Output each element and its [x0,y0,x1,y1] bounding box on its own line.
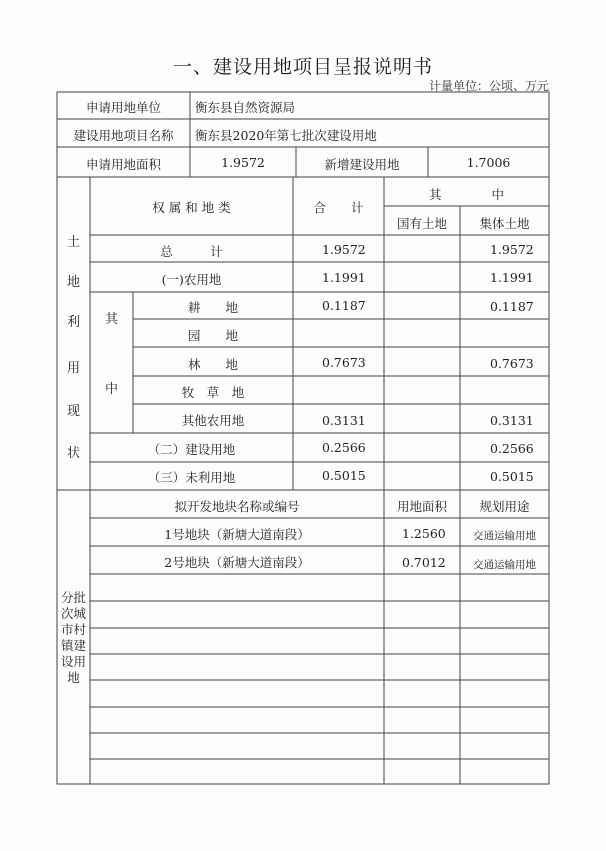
side-chars: 次城 [60,606,86,621]
row-label: （二）建设用地 [147,442,236,457]
col-plot-name: 拟开发地块名称或编号 [174,499,300,514]
project-value: 衡东县2020年第七批次建设用地 [195,128,377,143]
row-label: 林 地 [187,357,238,372]
row-label: （三）未利用地 [147,470,236,485]
col-land-type: 权 属 和 地 类 [152,200,231,215]
row-label: (一)农用地 [161,272,222,287]
side-char: 利 [66,315,80,330]
row-collective: 0.2566 [490,441,534,456]
side-chars: 分批 [60,590,86,605]
plot-name: 1号地块（新塘大道南段） [164,527,310,542]
row-label: 园 地 [187,328,238,343]
row-label: 耕 地 [187,300,238,315]
unit-note: 计量单位：公顷、万元 [428,79,549,93]
side-chars: 镇建 [60,638,86,653]
document-title: 一、建设用地项目呈报说明书 [172,56,433,78]
side-chars: 设用 [60,654,86,669]
row-label: 牧 草 地 [181,385,245,400]
area-value: 1.9572 [221,155,265,170]
side-char: 状 [66,446,80,461]
row-collective: 0.1187 [490,299,534,314]
project-label: 建设用地项目名称 [73,128,174,143]
row-total: 0.2566 [322,440,366,455]
row-collective: 0.7673 [490,356,534,371]
row-collective: 0.3131 [490,413,534,428]
plot-area: 1.2560 [402,526,446,541]
applicant-label: 申请用地单位 [85,100,161,115]
side-char: 地 [66,275,80,290]
row-total: 0.5015 [322,468,366,483]
new-land-value: 1.7006 [466,155,511,170]
col-plot-area: 用地面积 [396,499,447,514]
row-collective: 1.1991 [490,270,534,285]
row-total: 0.3131 [322,413,366,428]
plot-name: 2号地块（新塘大道南段） [164,555,310,570]
side-char: 现 [66,404,80,419]
row-collective: 0.5015 [490,469,534,484]
new-land-label: 新增建设用地 [324,157,400,172]
col-state-land: 国有土地 [396,216,447,231]
side-chars: 市村 [60,622,86,637]
applicant-value: 衡东县自然资源局 [195,100,296,115]
side-char: 用 [66,361,80,376]
among-side-char: 中 [104,382,118,397]
among-side-char: 其 [104,312,118,327]
plot-area: 0.7012 [402,555,446,570]
row-total: 1.9572 [322,242,366,257]
plot-use: 交通运输用地 [473,530,536,542]
side-char: 土 [66,235,80,250]
area-label: 申请用地面积 [85,157,161,172]
row-total: 0.1187 [322,298,366,313]
plot-use: 交通运输用地 [473,559,536,571]
row-total: 0.7673 [322,355,366,370]
col-among: 其 中 [428,187,504,202]
col-collective-land: 集体土地 [479,216,530,231]
row-label: 总 计 [160,244,223,259]
col-plot-use: 规划用途 [479,499,530,514]
row-label: 其他农用地 [181,413,245,428]
side-chars: 地 [67,670,80,685]
row-collective: 1.9572 [490,242,534,257]
col-total: 合 计 [313,200,364,215]
row-total: 1.1991 [322,270,366,285]
